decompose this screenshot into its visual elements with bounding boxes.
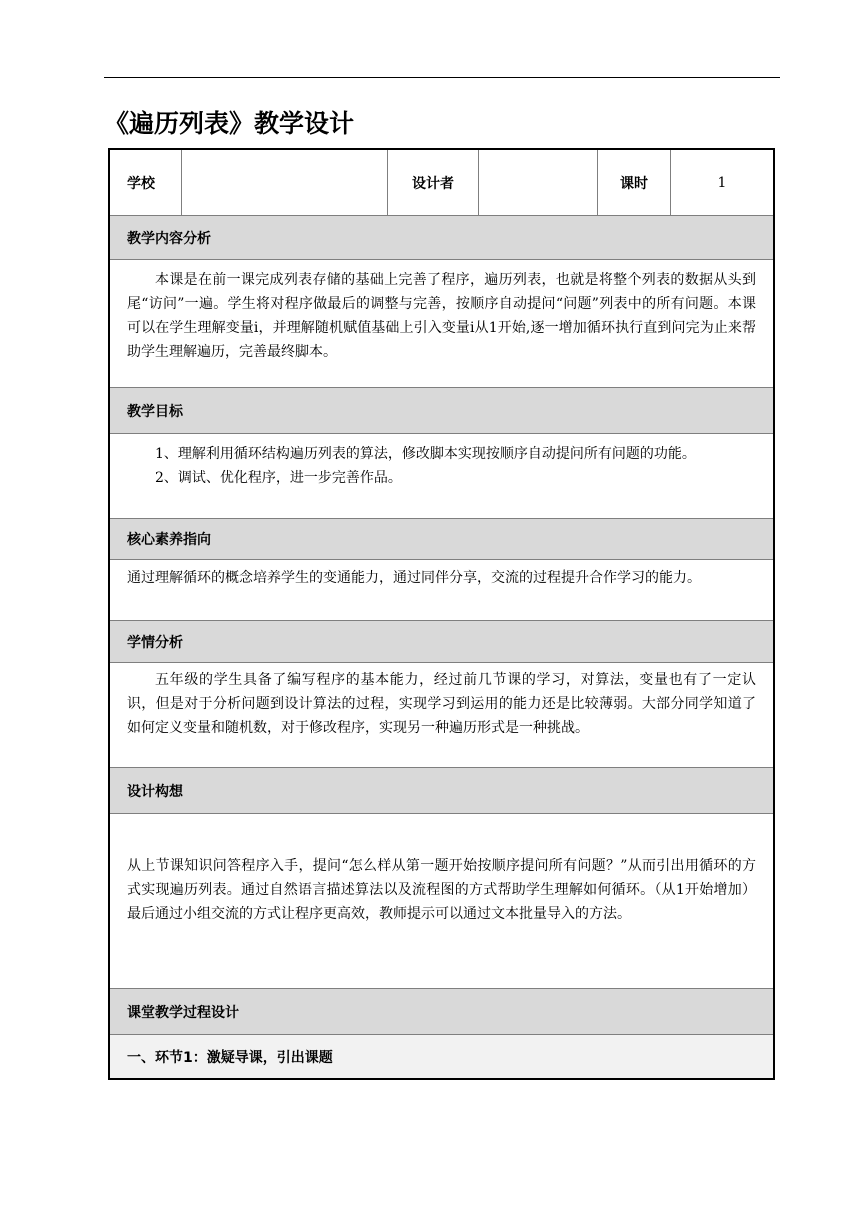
literacy-heading: 核心素养指向 <box>110 519 773 560</box>
literacy-text: 通过理解循环的概念培养学生的变通能力，通过同伴分享，交流的过程提升合作学习的能力。 <box>127 570 701 586</box>
content-analysis-text: 本课是在前一课完成列表存储的基础上完善了程序，遍历列表，也就是将整个列表的数据从头到尾“访问”一遍。学生将对程序做最后的调整与完善，按顺序自动提问“问题”列表中的所有问题。本课可以在学生理解变量i，并理解随机赋值基础上引入变量i从1开始,逐一增加循环执行直到问完为止来帮助学生理解遍历，完善最终脚本。 <box>127 272 756 360</box>
design-text: 从上节课知识问答程序入手，提问“怎么样从第一题开始按顺序提问所有问题？”从而引出用循环的方式实现遍历列表。通过自然语言描述算法以及流程图的方式帮助学生理解如何循环。（从1开始增加）最后通过小组交流的方式让程序更高效，教师提示可以通过文本批量导入的方法。 <box>127 858 756 922</box>
header-rule <box>104 77 780 78</box>
learner-heading: 学情分析 <box>110 621 773 663</box>
process-heading: 课堂教学过程设计 <box>110 989 773 1035</box>
objective-item: 1、理解利用循环结构遍历列表的算法，修改脚本实现按顺序自动提问所有问题的功能。 <box>155 446 696 462</box>
design-heading: 设计构想 <box>110 768 773 814</box>
document-title: 《遍历列表》教学设计 <box>104 109 355 138</box>
objectives-heading: 教学目标 <box>110 388 773 434</box>
period-label: 课时 <box>598 150 671 215</box>
objectives-body <box>110 434 773 519</box>
content-analysis-heading: 教学内容分析 <box>110 216 773 260</box>
period-value: 1 <box>717 174 727 191</box>
learner-text: 五年级的学生具备了编写程序的基本能力，经过前几节课的学习，对算法，变量也有了一定认识，但是对于分析问题到设计算法的过程，实现学习到运用的能力还是比较薄弱。大部分同学知道了如何定义变量和随机数，对于修改程序，实现另一种遍历形式是一种挑战。 <box>127 672 756 736</box>
process-step-1: 一、环节1：激疑导课，引出课题 <box>110 1035 773 1078</box>
content-analysis-body <box>110 260 773 388</box>
literacy-body <box>110 560 773 621</box>
designer-label: 设计者 <box>388 150 479 215</box>
designer-value <box>479 150 598 215</box>
objective-item: 2、调试、优化程序，进一步完善作品。 <box>155 470 402 486</box>
learner-body <box>110 663 773 768</box>
info-row <box>110 150 773 216</box>
lesson-plan-table <box>108 148 775 1080</box>
school-label: 学校 <box>110 150 182 215</box>
school-value <box>182 150 388 215</box>
design-body <box>110 814 773 989</box>
